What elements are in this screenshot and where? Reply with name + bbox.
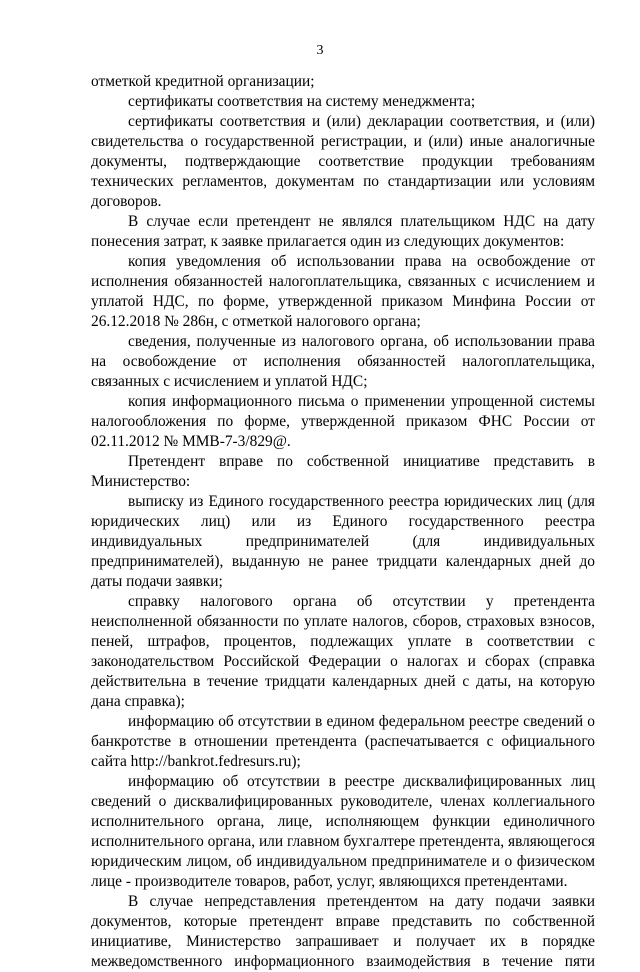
paragraph-optional-documents-intro: Претендент вправе по собственной инициативе представить в Министерство:	[91, 453, 595, 490]
paragraph-continuation: отметкой кредитной организации;	[91, 73, 315, 90]
paragraph-interagency-request: В случае непредставления претендентом на дату подачи заявки документов, которые претендент вправе представить по собственной инициативе, Министерство запрашивает и получает их в порядке межведомственного информационного взаимодействия в течение пяти	[91, 893, 595, 970]
paragraph-simplified-taxation-letter: копия информационного письма о применении упрощенной системы налогообложения по форме, утвержденной приказом ФНС России от 02.11.2012 № ММВ-7-3/829@.	[91, 393, 595, 450]
paragraph-management-certificates: сертификаты соответствия на систему менеджмента;	[128, 93, 476, 110]
paragraph-tax-authority-info: сведения, полученные из налогового органа, об использовании права на освобождение от исполнения обязанностей налогоплательщика, связанных с исчислением и уплатой НДС;	[91, 333, 595, 390]
document-body	[91, 72, 595, 972]
paragraph-bankruptcy-info: информацию об отсутствии в едином федеральном реестре сведений о банкротстве в отношении претендента (распечатывается с официального сайта http://bankrot.fedresurs.ru);	[91, 713, 595, 770]
paragraph-registry-extract: выписку из Единого государственного реестра юридических лиц (для юридических лиц) или из Единого государственного реестра индивидуальных предпринимателей (для индивидуальных предпринимателей), выданную не ранее тридцати календарных дней до даты подачи заявки;	[91, 493, 595, 590]
page-number: 3	[316, 43, 324, 58]
paragraph-vat-notice-copy: копия уведомления об использовании права на освобождение от исполнения обязанностей налогоплательщика, связанных с исчислением и уплатой НДС, по форме, утвержденной приказом Минфина России от 26.12.2018 № 286н, с отметкой налогового органа;	[91, 253, 595, 330]
paragraph-disqualification-info: информацию об отсутствии в реестре дисквалифицированных лиц сведений о дисквалифицированных руководителе, членах коллегиального исполнительного органа, лице, исполняющем функции единоличного исполнительного органа, или главном бухгалтере претендента, являющегося юридическим лицом, об индивидуальном предпринимателе и о физическом лице - производителе товаров, работ, услуг, являющихся претендентами.	[91, 773, 595, 890]
paragraph-tax-certificate: справку налогового органа об отсутствии у претендента неисполненной обязанности по уплате налогов, сборов, страховых взносов, пеней, штрафов, процентов, подлежащих уплате в соответствии с законодательством Российской Федерации о налогах и сборах (справка действительна в течение тридцати календарных дней с даты, на которую дана справка);	[91, 593, 595, 710]
paragraph-vat-exemption-intro: В случае если претендент не являлся плательщиком НДС на дату понесения затрат, к заявке прилагается один из следующих документов:	[91, 213, 595, 250]
paragraph-conformity-certificates: сертификаты соответствия и (или) декларации соответствия, и (или) свидетельства о государственной регистрации, и (или) иные аналогичные документы, подтверждающие соответствие продукции требованиям технических регламентов, документам по стандартизации или условиям договоров.	[91, 113, 595, 210]
